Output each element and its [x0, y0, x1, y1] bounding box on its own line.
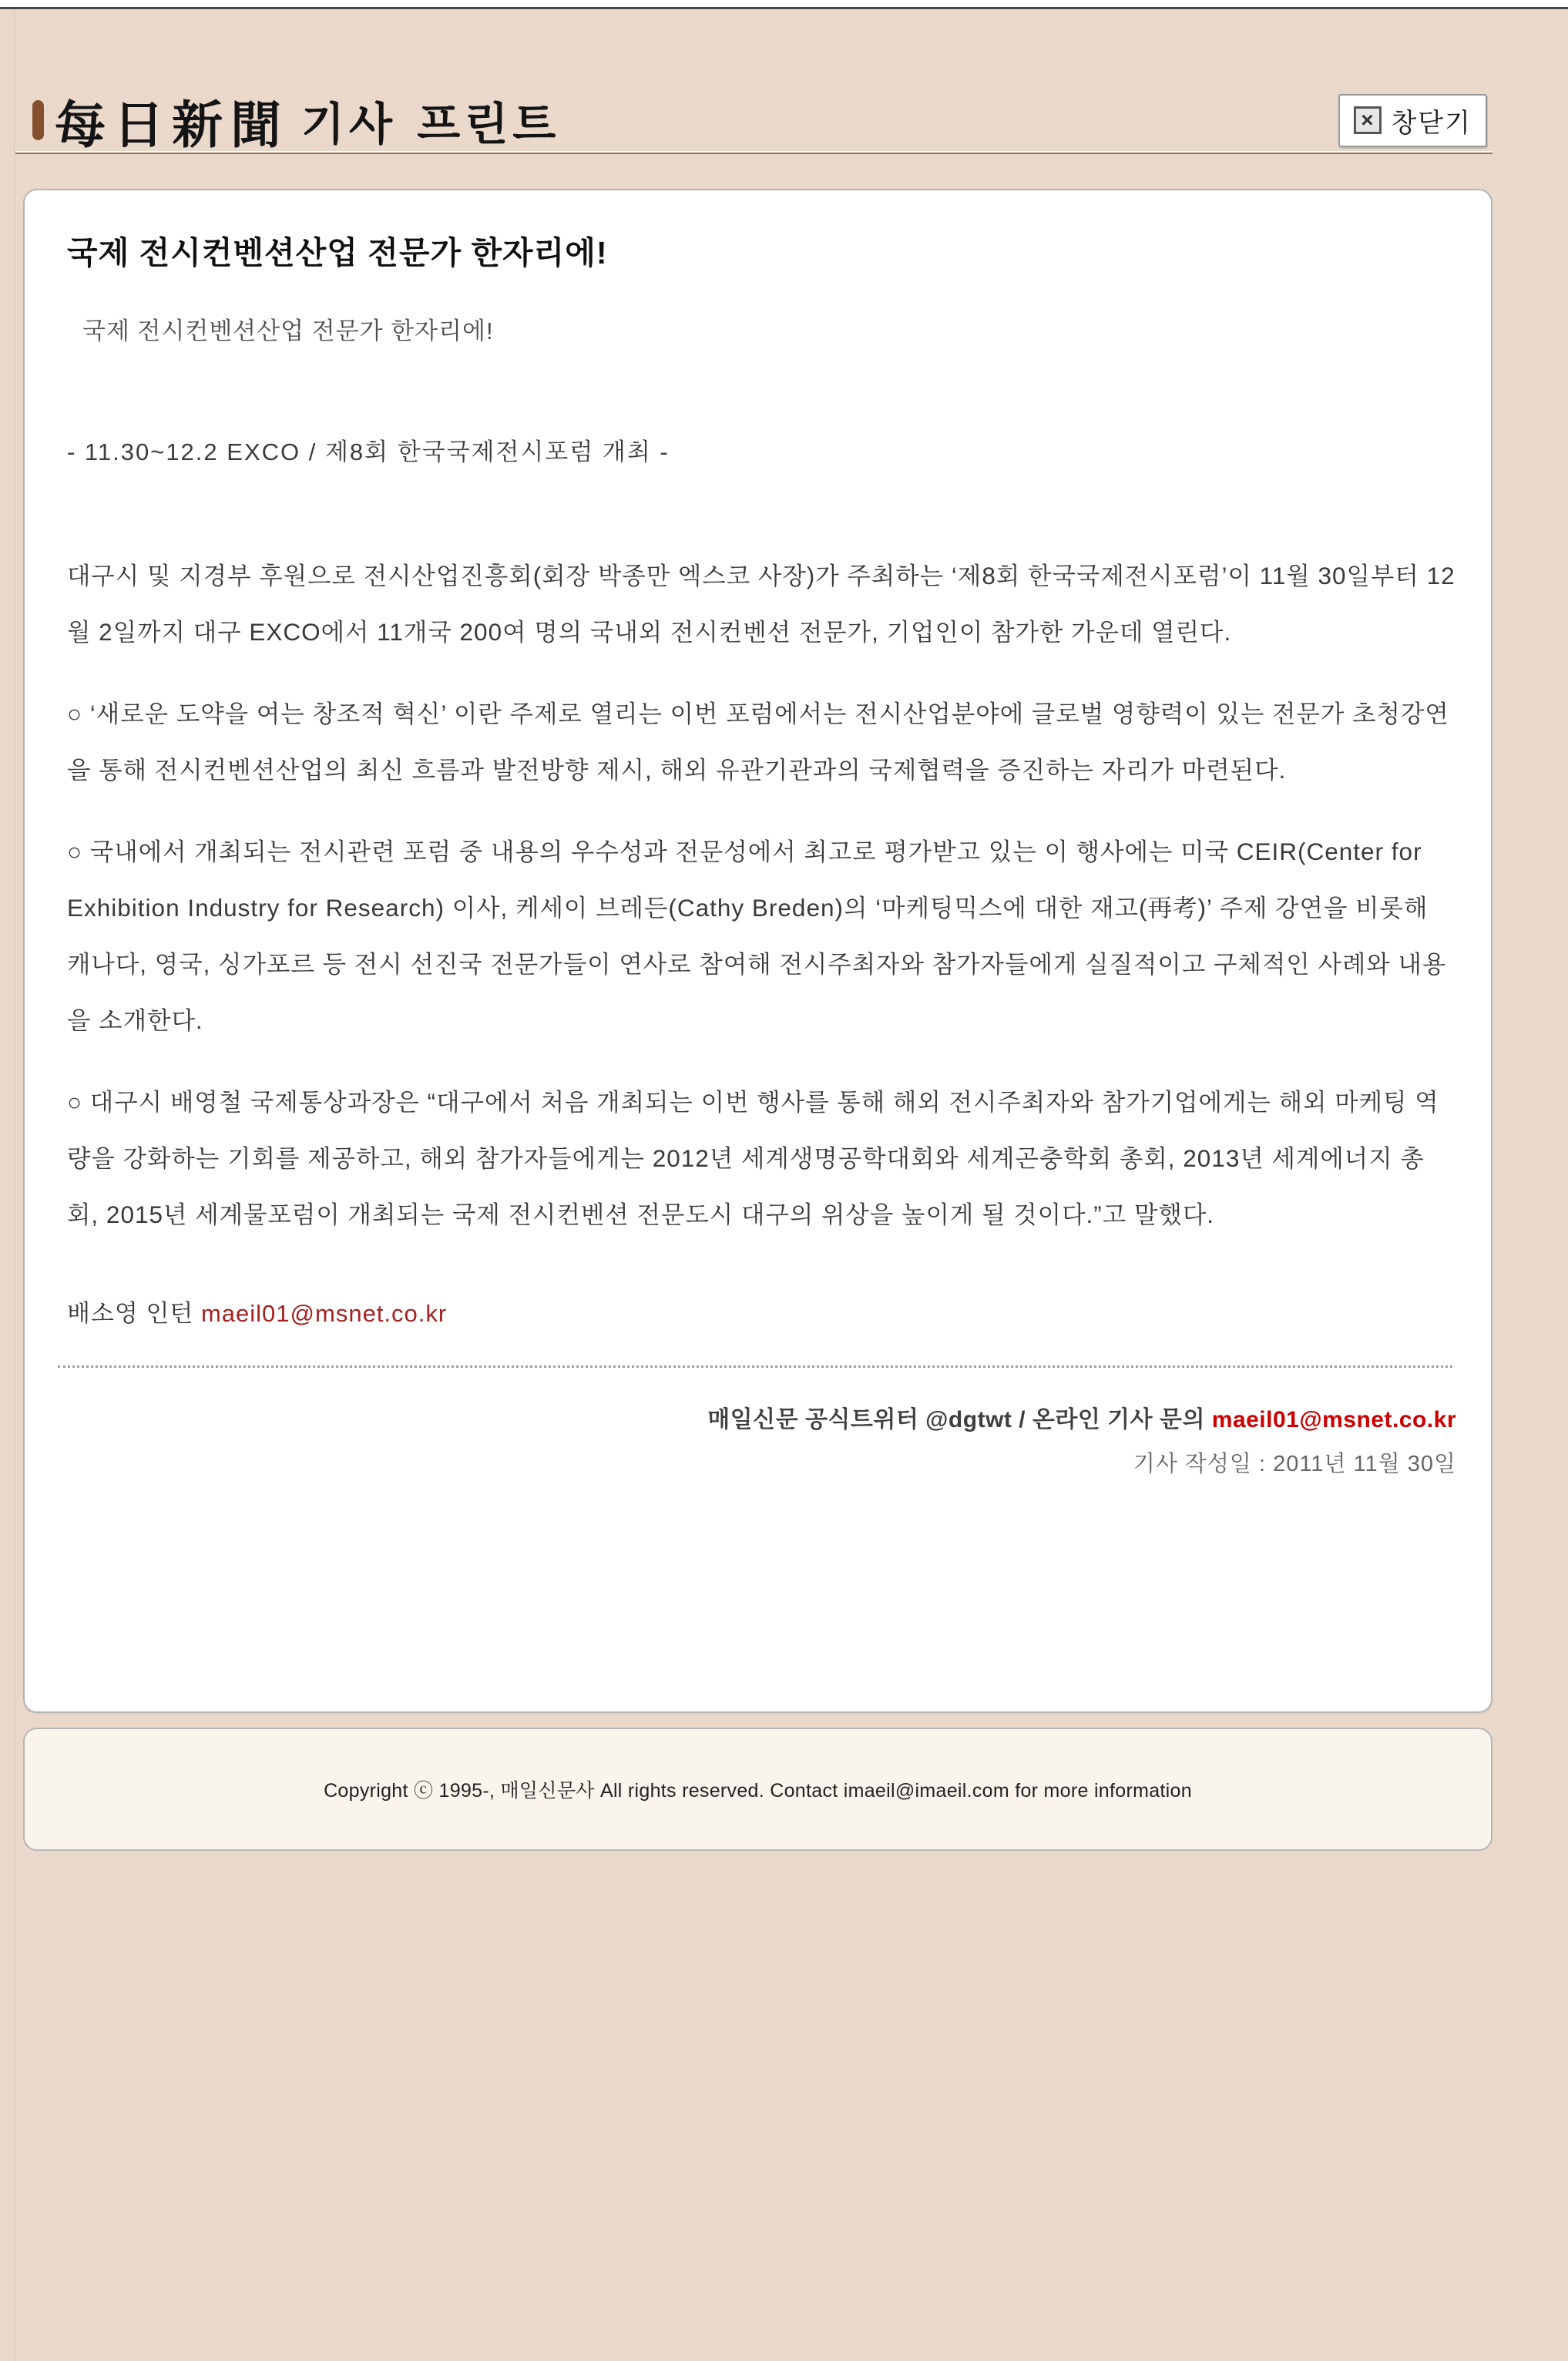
logo-korean-text: 기사 프린트	[301, 98, 561, 150]
article-subtitle: 국제 전시컨벤션산업 전문가 한자리에!	[82, 317, 494, 344]
reporter-name: 배소영 인턴	[67, 1300, 201, 1327]
logo-hanja-text: 每日新聞	[55, 94, 289, 155]
logo-bullet-icon	[32, 100, 44, 140]
footer-contact-line	[67, 1400, 1456, 1434]
article-paragraph: ○ 국내에서 개최되는 전시관련 포럼 중 내용의 우수성과 전문성에서 최고로 평가받고 있는 이 행사에는 미국 CEIR(Center for Exhibition Industry for Research) 이사, 케세이 브레든(Cathy Breden)의 ‘마케팅믹스에 대한 재고(再考)’ 주제 강연을 비롯해 캐나다, 영국, 싱가포르 등 전시 선진국 전문가들이 연사로 참여해 전시주최자와 참가자들에게 실질적이고 구체적인 사례와 내용을 소개한다.	[67, 838, 1447, 1034]
article-footer	[67, 1400, 1456, 1478]
article-title: 국제 전시컨벤션산업 전문가 한자리에!	[67, 235, 608, 270]
copyright-text: Copyright ⓒ 1995-, 매일신문사 All rights reserved. Contact imaeil@imaeil.com for more information	[324, 1780, 1192, 1802]
reporter-email-link[interactable]: maeil01@msnet.co.kr	[200, 1300, 448, 1327]
article-paragraph: 대구시 및 지경부 후원으로 전시산업진흥회(회장 박종만 엑스코 사장)가 주최하는 ‘제8회 한국국제전시포럼’이 11월 30일부터 12월 2일까지 대구 EXCO에서 11개국 200여 명의 국내외 전시컨벤션 전문가, 기업인이 참가한 가운데 열린다.	[67, 562, 1456, 646]
article-subheading: - 11.30~12.2 EXCO / 제8회 한국국제전시포럼 개최 -	[67, 438, 670, 465]
newspaper-logo	[32, 84, 560, 157]
article-paragraph: ○ ‘새로운 도약을 여는 창조적 혁신’ 이란 주제로 열리는 이번 포럼에서는 전시산업분야에 글로벌 영향력이 있는 전문가 초청강연을 통해 전시컨벤션산업의 최신 흐름과 발전방향 제시, 해외 유관기관과의 국제협력을 증진하는 자리가 마련된다.	[67, 700, 1449, 784]
window-top-strip	[0, 0, 1568, 7]
close-window-button[interactable]	[1338, 94, 1487, 147]
article-box	[23, 189, 1492, 1713]
close-icon: ×	[1354, 106, 1382, 134]
copyright-bar	[23, 1728, 1492, 1851]
reporter-byline	[67, 1294, 1456, 1328]
page-header	[0, 9, 1568, 155]
print-page	[0, 9, 1568, 2361]
footer-contact-text: 매일신문 공식트위터 @dgtwt / 온라인 기사 문의	[707, 1407, 1212, 1432]
footer-email-link[interactable]: maeil01@msnet.co.kr	[1211, 1407, 1456, 1432]
article-date: 기사 작성일 : 2011년 11월 30일	[1133, 1452, 1456, 1476]
article-body	[67, 548, 1456, 1243]
dotted-divider	[58, 1365, 1452, 1368]
close-button-label: 창닫기	[1391, 108, 1472, 138]
article-paragraph: ○ 대구시 배영철 국제통상과장은 “대구에서 처음 개최되는 이번 행사를 통해 해외 전시주최자와 참가기업에게는 해외 마케팅 역량을 강화하는 기회를 제공하고, 해외 참가자들에게는 2012년 세계생명공학대회와 세계곤충학회 총회, 2013년 세계에너지 총회, 2015년 세계물포럼이 개최되는 국제 전시컨벤션 전문도시 대구의 위상을 높이게 될 것이다.”고 말했다.	[67, 1088, 1439, 1228]
